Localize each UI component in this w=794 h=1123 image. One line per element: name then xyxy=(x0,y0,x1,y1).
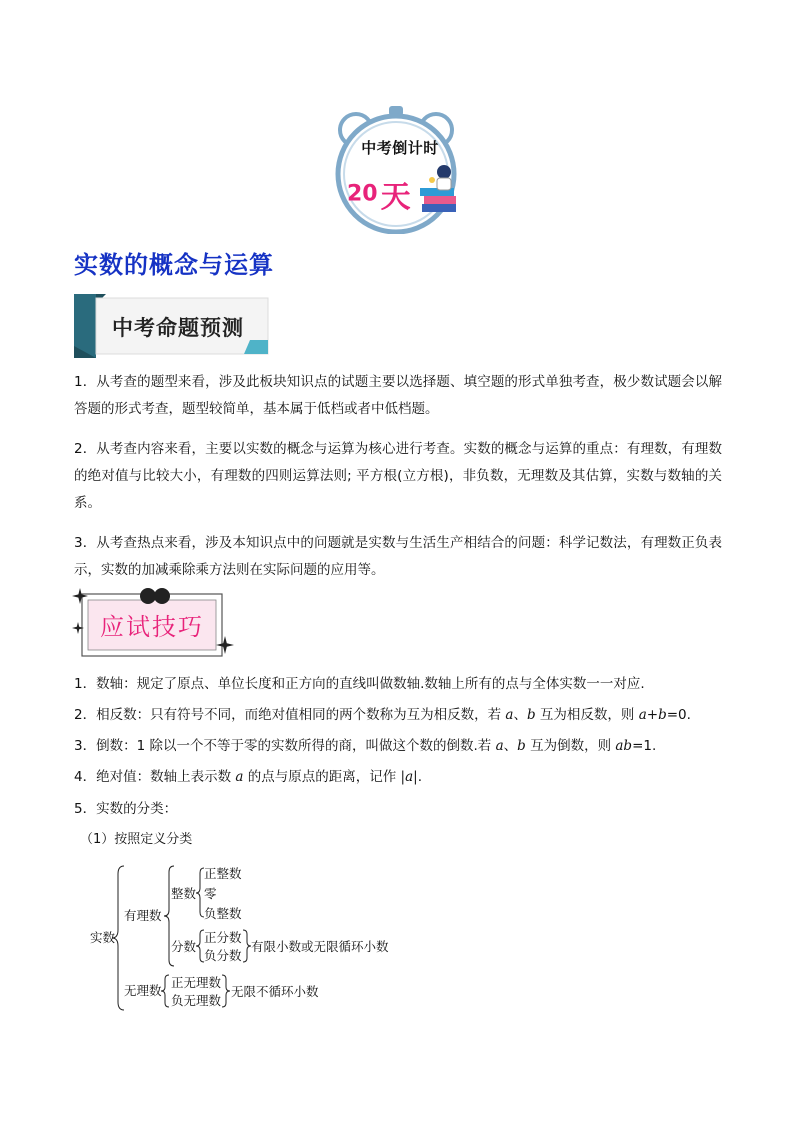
countdown-label: 中考倒计时 xyxy=(361,139,439,157)
section-heading-tips: 应试技巧 xyxy=(100,613,204,641)
tips-item-3: 3．倒数：1 除以一个不等于零的实数所得的商，叫做这个数的倒数.若 a、b 互为倒数，则 ab=1. xyxy=(74,738,657,754)
tree-zero: 零 xyxy=(204,886,217,901)
tree-integers: 整数 xyxy=(171,886,197,901)
document-title: 实数的概念与运算 xyxy=(74,251,274,279)
tree-irrational: 无理数 xyxy=(124,983,162,998)
prediction-item-1: 1．从考查的题型来看，涉及此板块知识点的试题主要以选择题、填空题的形式单独考查，极少数试题会以解答题的形式考查，题型较简单，基本属于低档或者中低档题。 xyxy=(74,374,722,417)
tree-irrational-note: 无限不循环小数 xyxy=(231,984,319,999)
tree-rational: 有理数 xyxy=(124,908,162,923)
section-heading-prediction: 中考命题预测 xyxy=(112,316,244,340)
classification-subtitle: （1）按照定义分类 xyxy=(80,832,193,847)
tree-negative-fractions: 负分数 xyxy=(204,948,242,963)
tips-item-2: 2．相反数：只有符号不同，而绝对值相同的两个数称为互为相反数，若 a、b 互为相反数，则 a+b=0. xyxy=(74,707,691,723)
days-number: 20 xyxy=(347,181,378,207)
tips-item-1: 1．数轴：规定了原点、单位长度和正方向的直线叫做数轴.数轴上所有的点与全体实数一一对应. xyxy=(74,676,645,692)
prediction-item-2: 2．从考查内容来看，主要以实数的概念与运算为核心进行考查。实数的概念与运算的重点：有理数，有理数的绝对值与比较大小，有理数的四则运算法则; 平方根(立方根)，非负数，无理数及其估算，实数与数轴的关系。 xyxy=(74,441,722,511)
countdown-days xyxy=(347,172,411,216)
tree-positive-fractions: 正分数 xyxy=(204,930,242,945)
tips-item-5: 5．实数的分类： xyxy=(74,801,178,817)
days-unit: 天 xyxy=(380,180,411,215)
tree-fraction-note: 有限小数或无限循环小数 xyxy=(251,939,389,954)
tree-fractions: 分数 xyxy=(171,939,197,954)
tree-positive-irrational: 正无理数 xyxy=(171,975,222,990)
tips-item-4: 4．绝对值：数轴上表示数 a 的点与原点的距离，记作 |a|. xyxy=(74,769,422,785)
tree-positive-integers: 正整数 xyxy=(204,866,242,881)
tree-real-numbers: 实数 xyxy=(90,930,116,945)
tree-negative-integers: 负整数 xyxy=(204,906,242,921)
prediction-item-3: 3．从考查热点来看，涉及本知识点中的问题就是实数与生活生产相结合的问题：科学记数法，有理数正负表示，实数的加减乘除乘方法则在实际问题的应用等。 xyxy=(74,535,722,578)
tree-negative-irrational: 负无理数 xyxy=(171,993,222,1008)
